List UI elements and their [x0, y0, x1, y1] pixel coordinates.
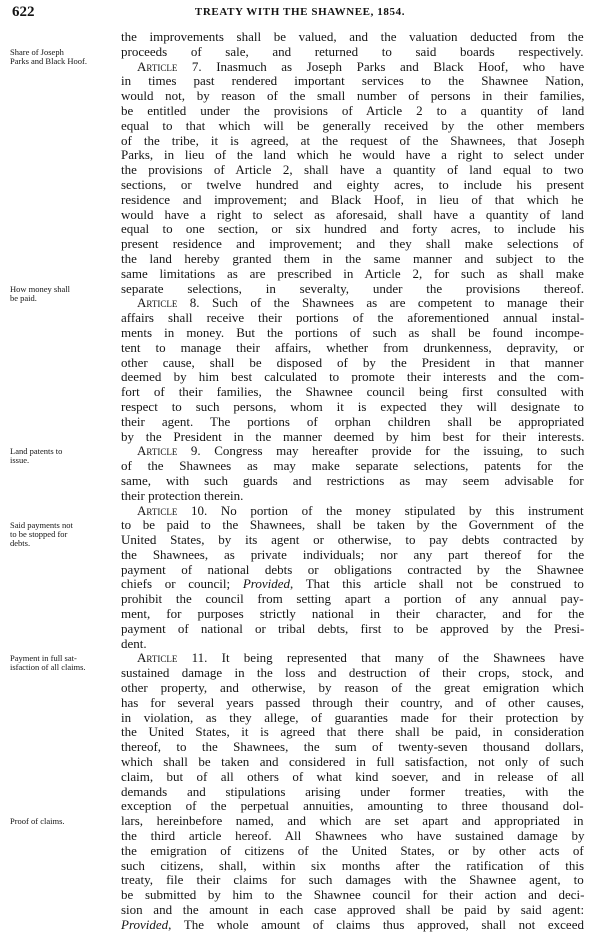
text-line — [0, 696, 600, 711]
text-line — [0, 30, 600, 45]
text-line — [0, 292, 600, 311]
line-text: of the tribe, it is agreed, at the request of the Shawnees, that Joseph — [121, 132, 585, 148]
text-line — [0, 208, 600, 223]
line-text: Article 10. No portion of the money stipulated by this instrument — [137, 502, 584, 518]
text-line — [0, 785, 600, 800]
line-text: Parks, in lieu of the land which he would have a right to select under — [121, 147, 585, 163]
text-line — [0, 637, 600, 652]
text-line — [0, 326, 600, 341]
text-line — [0, 178, 600, 193]
line-text: of the Shawnees as may make separate selections, patents for the — [121, 458, 584, 474]
text-line — [0, 222, 600, 237]
line-text: proceeds of sale, and returned to said boards respectively. — [121, 43, 584, 59]
text-line — [0, 563, 600, 578]
text-line — [0, 740, 600, 755]
text-line — [0, 134, 600, 149]
text-line — [0, 918, 600, 933]
text-line — [0, 104, 600, 119]
line-text: would not, by reason of the small number of persons in their families, — [121, 88, 585, 104]
line-text: equal to that which will be generally received by the other members — [121, 117, 585, 133]
line-text: be submitted by him to the Shawnee council for their action and deci- — [121, 887, 585, 903]
line-text: such citizens, shall, within six months after the ratification of this — [121, 857, 585, 873]
margin-note-line: be paid. — [10, 292, 37, 303]
text-line — [0, 74, 600, 89]
treaty-text — [0, 30, 600, 933]
line-text: affairs shall receive their portions of the aforementioned annual instal- — [121, 310, 585, 326]
line-text: dent. — [121, 635, 147, 651]
text-line — [0, 577, 600, 592]
line-text: equal to one section, or six hundred and forty acres, to include his — [121, 221, 585, 237]
line-text: payment of national debts or obligations contracted by the Shawnee — [121, 561, 584, 577]
line-text: by the President in the manner deemed by him best for their interests. — [121, 428, 585, 444]
text-line — [0, 385, 600, 400]
line-text: the land hereby granted them in the same manner and subject to the — [121, 250, 584, 266]
line-text: demands and stipulations arising under former treaties, with the — [121, 783, 585, 799]
line-text: sustained damage in the loss and destruction of their crops, stock, and — [121, 665, 584, 681]
line-text: would have a right to select as aforesaid, shall have a quantity of land — [121, 206, 584, 222]
text-line — [0, 148, 600, 163]
line-text: same, with such guards and restrictions as may seem advisable for — [121, 472, 584, 488]
line-text: chiefs or council; Provided, That this article shall not be construed to — [121, 576, 584, 592]
line-text: payment of national or tribal debts, first to be approved by the Presi- — [121, 620, 585, 636]
text-line — [0, 888, 600, 903]
line-text: sections, or twelve hundred and eighty acres, to include his present — [121, 176, 585, 192]
line-text: which shall be taken and considered in full satisfaction, not only of such — [121, 754, 584, 770]
line-text: prohibit the council from setting apart a portion of any annual pay- — [121, 591, 584, 607]
margin-note-line: isfaction of all claims. — [10, 662, 86, 673]
text-line — [0, 356, 600, 371]
text-line — [0, 829, 600, 844]
line-text: treaty, file their claims for such damages with the Shawnee agent, to — [121, 872, 584, 888]
line-text: ment, for purposes strictly national in their character, and for the — [121, 606, 585, 622]
line-text: Provided, The whole amount of claims thus approved, shall not exceed — [121, 916, 584, 932]
line-text: residence and improvement; and Black Hoof, in lieu of that which he — [121, 191, 584, 207]
text-line — [0, 415, 600, 430]
line-text: present residence and improvement; and they shall make selections of — [121, 236, 584, 252]
line-text: to be paid to the Shawnees, shall be taken by the Government of the — [121, 517, 584, 533]
line-text: other cause, shall be disposed of by the President in that manner — [121, 354, 584, 370]
text-line — [0, 252, 600, 267]
line-text: sion and the amount in each case approved shall be paid by said agent: — [121, 902, 585, 918]
text-line — [0, 237, 600, 252]
text-line — [0, 504, 600, 519]
line-text: Article 11. It being represented that many of the Shawnees have — [137, 650, 584, 666]
text-line — [0, 814, 600, 829]
line-text: Article 8. Such of the Shawnees as are competent to manage their — [137, 295, 584, 311]
line-text: deemed by him best calculated to promote their interests and the com- — [121, 369, 584, 385]
line-text: other property, and otherwise, by reason of the great emigration which — [121, 680, 584, 696]
line-text: in violation, as they allege, of guaranties made for their protection by — [121, 709, 584, 725]
text-line — [0, 193, 600, 208]
text-line — [0, 163, 600, 178]
margin-note-line: Said payments not — [10, 520, 73, 531]
margin-note — [10, 817, 65, 826]
text-line — [0, 725, 600, 740]
margin-note-line: Land patents to — [10, 446, 63, 457]
line-text: the United States, it is agreed that there shall be paid, in consideration — [121, 724, 585, 740]
margin-note-line: Share of Joseph — [10, 46, 64, 57]
text-line — [0, 400, 600, 415]
margin-note-line: to be stopped for — [10, 529, 68, 540]
running-title: TREATY WITH THE SHAWNEE, 1854. — [194, 6, 406, 18]
line-text: in times past rendered important services to the Shawnee Nation, — [121, 73, 584, 89]
margin-note-line: debts. — [10, 538, 31, 549]
margin-note-line: Proof of claims. — [10, 816, 65, 827]
line-text: lars, hereinbefore named, and which are set apart and appropriated in — [121, 813, 584, 829]
text-line — [0, 311, 600, 326]
line-text: be entitled under the provisions of Article 2 to a quantity of land — [121, 102, 585, 118]
line-text: separate selections, in severalty, under the provisions thereof. — [121, 280, 584, 296]
text-line — [0, 89, 600, 104]
text-line — [0, 341, 600, 356]
page-number: 622 — [12, 4, 35, 20]
line-text: the third article hereof. All Shawnees who have sustained damage by — [121, 828, 585, 844]
margin-note-line: How money shall — [10, 283, 70, 294]
line-text: same limitations as are prescribed in Article 2, for such as shall make — [121, 265, 584, 281]
text-line — [0, 592, 600, 607]
text-line — [0, 681, 600, 696]
text-line — [0, 548, 600, 563]
line-text: claim, but of all others of what kind soever, and in release of all — [121, 768, 585, 784]
line-text: Article 9. Congress may hereafter provide for the issuing, to such — [137, 443, 585, 459]
text-line — [0, 755, 600, 770]
text-line — [0, 799, 600, 814]
line-text: has for several years passed through their country, and of other causes, — [121, 694, 585, 710]
text-line — [0, 770, 600, 785]
line-text: thereof, to the Shawnees, the sum of twenty-seven thousand dollars, — [121, 739, 584, 755]
text-line — [0, 622, 600, 637]
text-line — [0, 459, 600, 474]
text-line — [0, 60, 600, 75]
line-text: Article 7. Inasmuch as Joseph Parks and Black Hoof, who have — [137, 58, 585, 74]
line-text: their protection therein. — [121, 487, 244, 503]
line-text: United States, by its agent or otherwise, to pay debts contracted by — [121, 532, 584, 548]
margin-note-line: Parks and Black Hoof. — [10, 55, 87, 66]
line-text: ments in money. But the portions of such as shall be found incompe- — [121, 324, 584, 340]
text-line — [0, 119, 600, 134]
text-line — [0, 370, 600, 385]
text-line — [0, 873, 600, 888]
line-text: exception of the perpetual annuities, amounting to three thousand dol- — [121, 798, 584, 814]
text-line — [0, 267, 600, 282]
text-line — [0, 859, 600, 874]
line-text: their agent. The portions of orphan children shall be appropriated — [121, 413, 585, 429]
line-text: the emigration of citizens of the United States, or by other acts of — [121, 842, 584, 858]
line-text: fort of their families, the Shawnee council being first consulted with — [121, 384, 584, 400]
line-text: the improvements shall be valued, and the valuation deducted from the — [121, 29, 584, 44]
margin-note-line: Payment in full sat- — [10, 653, 77, 664]
line-text: respect to such persons, whom it is expected they will designate to — [121, 398, 584, 414]
text-line — [0, 607, 600, 622]
line-text: the Shawnees, as private individuals; nor any part thereof for the — [121, 546, 585, 562]
margin-note-line: issue. — [10, 455, 30, 466]
text-line — [0, 430, 600, 445]
text-line — [0, 489, 600, 504]
line-text: the provisions of Article 2, shall have a quantity of land equal to two — [121, 162, 584, 178]
text-line — [0, 533, 600, 548]
line-text: tent to manage their affairs, whether from drunkenness, depravity, or — [121, 339, 585, 355]
text-line — [0, 666, 600, 681]
text-line — [0, 474, 600, 489]
text-line — [0, 903, 600, 918]
text-line — [0, 844, 600, 859]
page-header — [12, 4, 588, 26]
text-line — [0, 711, 600, 726]
